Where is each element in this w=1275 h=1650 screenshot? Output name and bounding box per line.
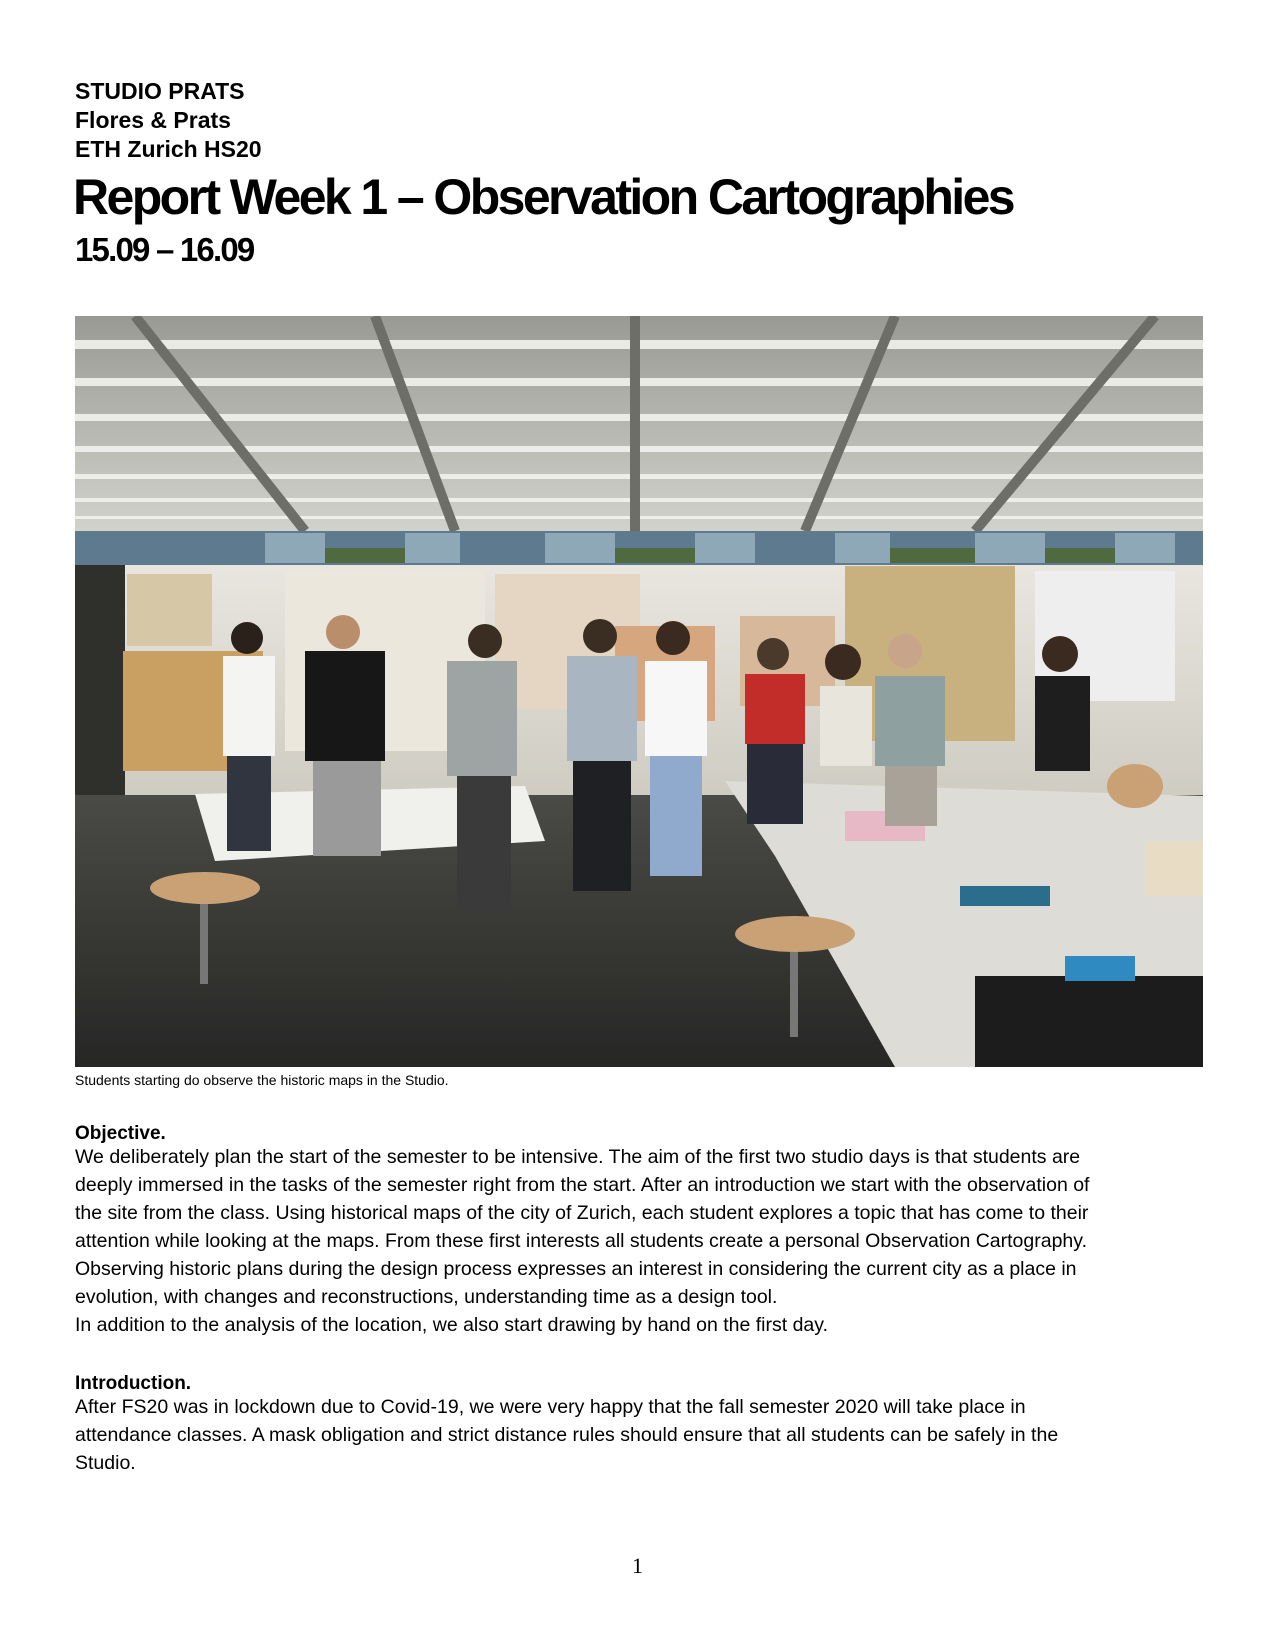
objective-line: deeply immersed in the tasks of the semester right from the start. After an introduction we start with the observation of xyxy=(75,1174,1090,1196)
introduction-line: After FS20 was in lockdown due to Covid-19, we were very happy that the fall semester 2020 will take place in xyxy=(75,1396,1026,1418)
photo-caption: Students starting do observe the historic maps in the Studio. xyxy=(75,1072,449,1088)
objective-line: evolution, with changes and reconstructions, understanding time as a design tool. xyxy=(75,1286,778,1308)
objective-line: attention while looking at the maps. From these first interests all students create a personal Observation Cartography. xyxy=(75,1230,1087,1252)
introduction-heading: Introduction. xyxy=(75,1373,192,1394)
introduction-line: Studio. xyxy=(75,1452,136,1474)
studio-name: STUDIO PRATS xyxy=(75,78,245,104)
report-dates: 15.09 – 16.09 xyxy=(75,231,254,268)
studio-photo xyxy=(75,316,1203,1067)
office-name: Flores & Prats xyxy=(75,107,231,133)
objective-line: the site from the class. Using historical maps of the city of Zurich, each student explores a topic that has come to their xyxy=(75,1202,1089,1224)
objective-heading: Objective. xyxy=(75,1123,166,1144)
objective-line: We deliberately plan the start of the semester to be intensive. The aim of the first two studio days is that students are xyxy=(75,1146,1081,1168)
introduction-line: attendance classes. A mask obligation and strict distance rules should ensure that all students can be safely in the xyxy=(75,1424,1059,1446)
school-term: ETH Zurich HS20 xyxy=(75,136,262,162)
objective-line: In addition to the analysis of the location, we also start drawing by hand on the first day. xyxy=(75,1314,828,1336)
objective-line: Observing historic plans during the design process expresses an interest in considering the current city as a place in xyxy=(75,1258,1077,1280)
report-title: Report Week 1 – Observation Cartographies xyxy=(73,169,1014,225)
page-number: 1 xyxy=(632,1553,643,1578)
